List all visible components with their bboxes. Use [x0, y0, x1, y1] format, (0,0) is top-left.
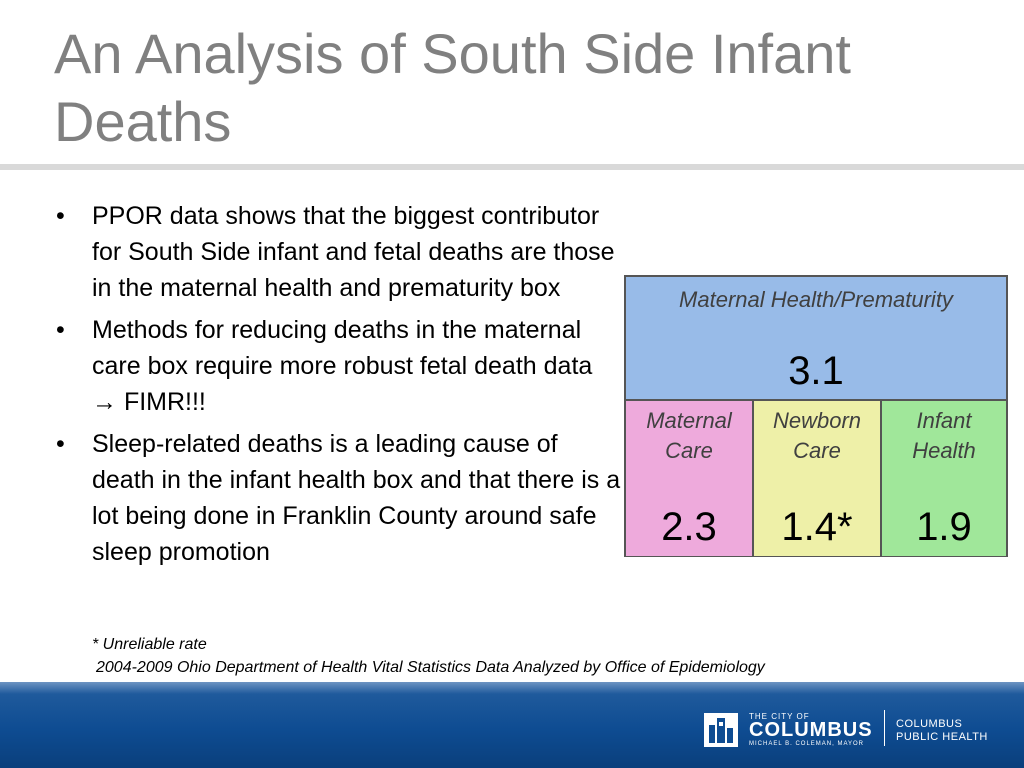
bullet-text: Sleep-related deaths is a leading cause of death in the infant health box and that there is a lot being done in Franklin County around safe sleep promotion — [92, 430, 621, 566]
cell-label: Newborn Care — [772, 408, 862, 463]
ppor-table — [624, 275, 1008, 557]
cell-value: 1.4* — [781, 505, 853, 549]
department-line-2: PUBLIC HEALTH — [896, 731, 988, 743]
newborn-care-cell — [753, 400, 881, 557]
bullet-list — [52, 198, 622, 576]
bullet-text: PPOR data shows that the biggest contributor for South Side infant and fetal deaths are those in the maternal health and prematurity box — [92, 202, 615, 302]
department-line-1: COLUMBUS — [896, 718, 963, 730]
logo-mayor-text: MICHAEL B. COLEMAN, MAYOR — [749, 741, 865, 747]
unreliable-rate-note: * Unreliable rate — [92, 636, 207, 653]
cell-value: 1.9 — [916, 505, 972, 549]
department-name — [896, 718, 988, 744]
cell-label: Maternal Care — [646, 408, 732, 463]
bullet-text: Methods for reducing deaths in the maternal care box require more robust fetal death data → FIMR!!! — [92, 316, 593, 416]
infant-health-cell — [881, 400, 1007, 557]
bullet-glyph: • — [56, 430, 65, 458]
logo-city-of-text: THE CITY OF — [749, 712, 810, 721]
cell-value: 3.1 — [788, 349, 844, 393]
maternal-health-prematurity-cell — [625, 276, 1007, 400]
bullet-item — [52, 426, 622, 570]
bullet-glyph: • — [56, 202, 65, 230]
bullet-glyph: • — [56, 316, 65, 344]
logo-divider — [884, 710, 885, 746]
maternal-care-cell — [625, 400, 753, 557]
city-skyline-icon — [704, 713, 738, 747]
data-source-note: 2004-2009 Ohio Department of Health Vital Statistics Data Analyzed by Office of Epidemiology — [96, 659, 765, 676]
cell-label: Maternal Health/Prematurity — [679, 287, 953, 312]
bullet-item — [52, 198, 622, 306]
title-divider — [0, 164, 1024, 170]
cell-label: Infant Health — [912, 408, 976, 463]
slide-title: An Analysis of South Side Infant Deaths — [54, 22, 851, 153]
logo-columbus-text: COLUMBUS — [749, 719, 873, 741]
bullet-item — [52, 312, 622, 420]
cell-value: 2.3 — [661, 505, 717, 549]
